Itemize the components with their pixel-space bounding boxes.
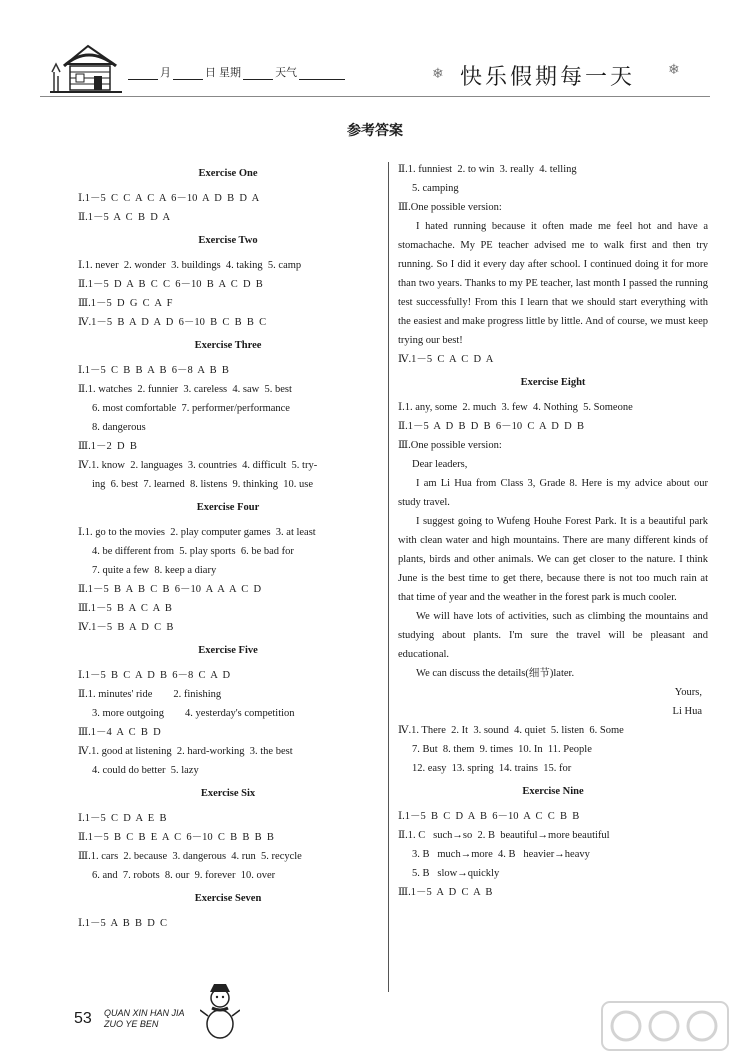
answer-line: Ⅳ.1. know 2. languages 3. countries 4. difficult 5. try- [78, 460, 318, 471]
answer-line: 3. more outgoing 4. yesterday's competition [92, 708, 295, 719]
answer-line: Ⅱ.1－5 A D B D B 6－10 C A D D B [398, 421, 584, 432]
series-name [104, 1008, 185, 1030]
answer-line: 12. easy 13. spring 14. trains 15. for [412, 763, 572, 774]
answer-line: Ⅲ.1－4 A C B D [78, 727, 161, 738]
answer-line: Ⅳ.1. There 2. It 3. sound 4. quiet 5. listen 6. Some [398, 725, 624, 736]
answer-line: Ⅱ.1. funniest 2. to win 3. really 4. telling [398, 164, 577, 175]
exercise-title: Exercise Seven [194, 893, 262, 904]
answer-line: Ⅲ.1－5 B A C A B [78, 603, 172, 614]
answer-line: Ⅲ.1. cars 2. because 3. dangerous 4. run 5. recycle [78, 851, 302, 862]
answer-line: Ⅲ.1－2 D B [78, 441, 137, 452]
answer-line: Ⅱ.1－5 B C B E A C 6－10 C B B B B [78, 832, 274, 843]
essay-paragraph: I suggest going to Wufeng Houhe Forest Park. It is a beautiful park with clean water and high mountains. There are many different kinds of plants, birds and other animals. We can get closer to the nature. I think June is the best time to get there, because there is not too much rain at that time of year and the weather in the forest park is much cooler. [398, 516, 708, 603]
weather-label: 天气 [275, 67, 298, 79]
answer-line: Dear leaders, [412, 459, 468, 470]
answer-line: Ⅳ.1－5 B A D A D 6－10 B C B B C [78, 317, 267, 328]
weekday-label: 日 星期 [205, 67, 242, 79]
exercise-title: Exercise Nine [522, 786, 584, 797]
answer-line: Ⅰ.1－5 C B B A B 6－8 A B B [78, 365, 229, 376]
answer-line: Ⅱ.1－5 B A B C B 6－10 A A A C D [78, 584, 262, 595]
answer-line: Ⅱ.1. watches 2. funnier 3. careless 4. saw 5. best [78, 384, 292, 395]
answer-line: Ⅲ.One possible version: [398, 440, 502, 451]
column-divider [388, 162, 389, 992]
exercise-title: Exercise One [198, 168, 258, 179]
answer-line: 6. most comfortable 7. performer/performance [92, 403, 290, 414]
signature-line: Li Hua [672, 706, 702, 717]
answer-line: Ⅳ.1－5 B A D C B [78, 622, 174, 633]
month-label: 月 [160, 67, 171, 79]
answer-line: Ⅲ.1－5 A D C A B [398, 887, 493, 898]
answer-line: 5. B slow→quickly [412, 868, 500, 879]
weekday-blank [243, 67, 273, 80]
answer-line: Ⅰ.1－5 B C D A B 6－10 A C C B B [398, 811, 580, 822]
answer-line: 6. and 7. robots 8. our 9. forever 10. over [92, 870, 276, 881]
page-number: 53 [74, 1010, 92, 1027]
snowman-icon [200, 982, 240, 1042]
answer-line: 7. But 8. them 9. times 10. In 11. People [412, 744, 592, 755]
exercise-title: Exercise Eight [520, 377, 586, 388]
series-line-2: ZUO YE BEN [104, 1019, 159, 1029]
page-header [0, 0, 750, 110]
answer-line: Ⅰ.1. any, some 2. much 3. few 4. Nothing 5. Someone [398, 402, 633, 413]
snowy-house-icon [50, 42, 122, 94]
answer-line: Ⅳ.1. good at listening 2. hard-working 3. the best [78, 746, 293, 757]
day-blank [173, 67, 203, 80]
answer-line: 5. camping [412, 183, 459, 194]
watermark-logo-icon [600, 1000, 730, 1052]
header-rule [40, 96, 710, 97]
exercise-title: Exercise Two [198, 235, 258, 246]
exercise-title: Exercise Five [198, 645, 258, 656]
answer-line: 8. dangerous [92, 422, 146, 433]
answer-line: 4. could do better 5. lazy [92, 765, 199, 776]
series-line-1: QUAN XIN HAN JIA [104, 1008, 185, 1018]
exercise-title: Exercise Three [194, 340, 262, 351]
essay-paragraph: I hated running because it often made me feel hot and have a stomachache. My PE teacher advised me to walk first and then try running. So I did it every day after school. I continued doing it for more than two years. Thanks to my PE teacher, last month I passed the running test successfully! From this I learn that we should start everything with the easiest and make progress little by little. And of course, we must keep trying our best! [398, 221, 708, 346]
answer-line: Ⅱ.1－5 D A B C C 6－10 B A C D B [78, 279, 263, 290]
essay-paragraph: We will have lots of activities, such as climbing the mountains and studying about plants. I'm sure the travel will be pleasant and educational. [398, 611, 708, 660]
answer-line: Ⅰ.1. go to the movies 2. play computer games 3. at least [78, 527, 316, 538]
exercise-title: Exercise Six [200, 788, 256, 799]
slogan: 快乐假期每一天 [460, 65, 636, 90]
answer-line: Ⅲ.1－5 D G C A F [78, 298, 173, 309]
essay-paragraph: I am Li Hua from Class 3, Grade 8. Here is my advice about our study travel. [398, 478, 708, 508]
month-blank [128, 67, 158, 80]
page-title: 参考答案 [347, 123, 403, 139]
left-column [78, 160, 378, 933]
answer-line: Ⅰ.1－5 B C A D B 6－8 C A D [78, 670, 231, 681]
essay-paragraph: We can discuss the details(细节)later. [416, 668, 575, 679]
answer-line: 3. B much→more 4. B heavier→heavy [412, 849, 590, 860]
answer-line: Ⅱ.1－5 A C B D A [78, 212, 171, 223]
answer-line: Ⅰ.1. never 2. wonder 3. buildings 4. taking 5. camp [78, 260, 302, 271]
answer-line: Ⅰ.1－5 C D A E B [78, 813, 167, 824]
date-fields [128, 64, 345, 80]
snowflake-icon: ❄ [432, 67, 444, 82]
answer-line: Ⅱ.1. C such→so 2. B beautiful→more beautiful [398, 830, 610, 841]
exercise-title: Exercise Four [196, 502, 260, 513]
answer-line: Ⅳ.1－5 C A C D A [398, 354, 494, 365]
snowflake-icon: ❄ [668, 63, 680, 78]
answer-line: Ⅲ.One possible version: [398, 202, 502, 213]
answer-line: Ⅰ.1－5 C C A C A 6－10 A D B D A [78, 193, 260, 204]
weather-blank [299, 67, 345, 80]
answer-line: ing 6. best 7. learned 8. listens 9. thinking 10. use [92, 479, 314, 490]
right-column [398, 160, 708, 902]
answer-line: 4. be different from 5. play sports 6. be bad for [92, 546, 294, 557]
answer-line: Ⅰ.1－5 A B B D C [78, 918, 168, 929]
signature-line: Yours, [674, 687, 702, 698]
answer-line: Ⅱ.1. minutes' ride 2. finishing [78, 689, 222, 700]
answer-line: 7. quite a few 8. keep a diary [92, 565, 217, 576]
